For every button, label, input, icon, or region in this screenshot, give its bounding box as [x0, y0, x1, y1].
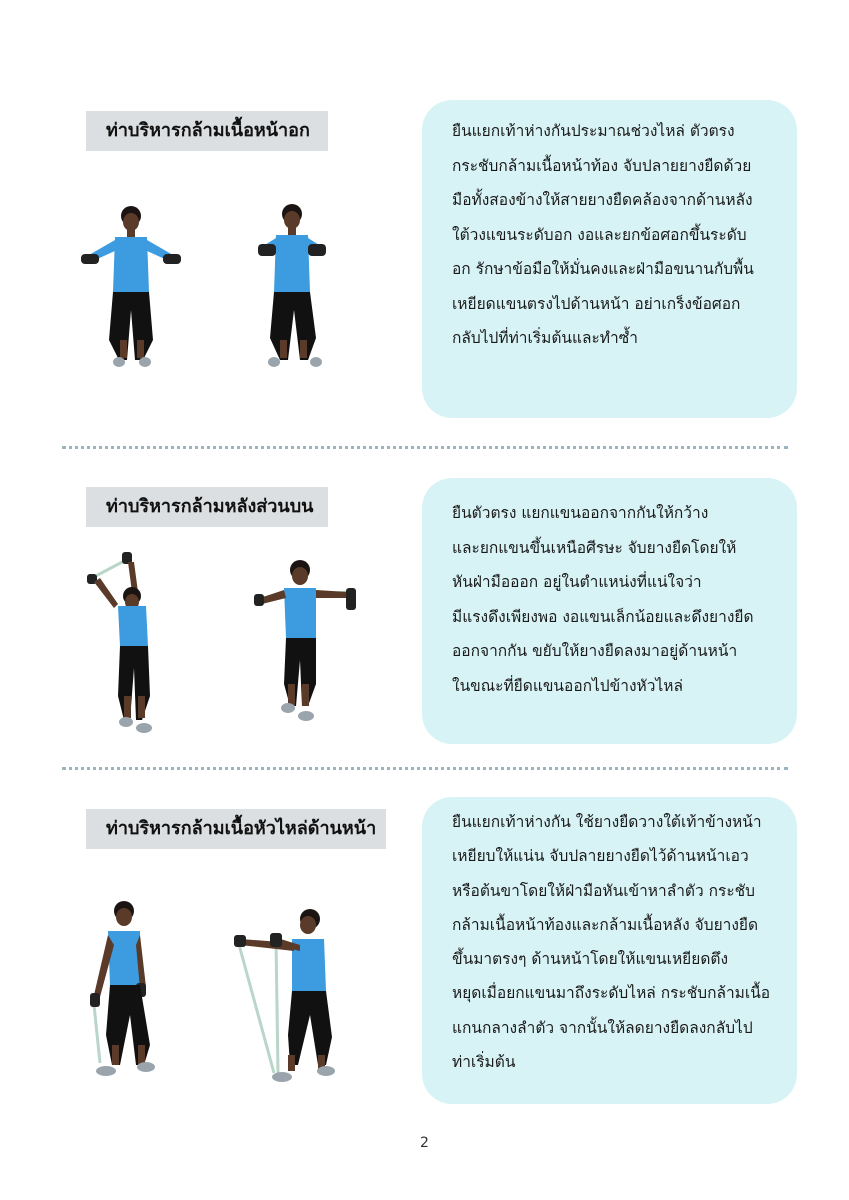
description-line: กลับไปที่ท่าเริ่มต้นและทำซ้ำ: [452, 329, 638, 347]
section-1-title: ท่าบริหารกล้ามเนื้อหน้าอก: [86, 111, 328, 151]
description-line: หรือต้นขาโดยให้ฝ่ามือหันเข้าหาลำตัว กระชับ: [452, 881, 756, 900]
page-number: 2: [420, 1135, 429, 1151]
description-line: มีแรงดึงเพียงพอ งอแขนเล็กน้อยและดึงยางยืด: [452, 607, 754, 626]
section-3-title: ท่าบริหารกล้ามเนื้อหัวไหล่ด้านหน้า: [86, 809, 386, 849]
description-line: ยืนตัวตรง แยกแขนออกจากกันให้กว้าง: [452, 504, 709, 522]
description-line: ท่าเริ่มต้น: [452, 1053, 516, 1072]
section-2-description: [422, 478, 797, 744]
section-3-description: [422, 797, 797, 1104]
exercise-figure-chest-end: [250, 200, 350, 375]
description-line: เหยียดแขนตรงไปด้านหน้า อย่าเกร็งข้อศอก: [452, 294, 741, 313]
description-line: กล้ามเนื้อหน้าท้องและกล้ามเนื้อหลัง จับยางยืด: [452, 915, 759, 934]
description-line: กระชับกล้ามเนื้อหน้าท้อง จับปลายยางยืดด้วย: [452, 156, 752, 175]
exercise-figure-upper-back-start: [82, 548, 172, 738]
description-line: แกนกลางลำตัว จากนั้นให้ลดยางยืดลงกลับไป: [452, 1018, 753, 1037]
description-line: ในขณะที่ยืดแขนออกไปข้างหัวไหล่: [452, 676, 683, 695]
description-line: หันฝ่ามือออก อยู่ในตำแหน่งที่แน่ใจว่า: [452, 573, 702, 591]
section-1-description: [422, 100, 797, 418]
exercise-figure-upper-back-end: [250, 556, 365, 726]
description-line: และยกแขนขึ้นเหนือศีรษะ จับยางยืดโดยให้: [452, 538, 737, 557]
exercise-figure-front-shoulder-end: [230, 905, 345, 1085]
section-2-title: ท่าบริหารกล้ามหลังส่วนบน: [86, 487, 328, 527]
description-line: ยืนแยกเท้าห่างกัน ใช้ยางยืดวางใต้เท้าข้างหน้า: [452, 813, 762, 831]
description-line: เหยียบให้แน่น จับปลายยางยืดไว้ด้านหน้าเอว: [452, 847, 749, 866]
description-line: ขึ้นมาตรงๆ ด้านหน้าโดยให้แขนเหยียดตึง: [452, 950, 729, 969]
description-line: ยืนแยกเท้าห่างกันประมาณช่วงไหล่ ตัวตรง: [452, 122, 735, 140]
description-line: ออกจากกัน ขยับให้ยางยืดลงมาอยู่ด้านหน้า: [452, 642, 738, 660]
exercise-figure-front-shoulder-start: [80, 895, 170, 1085]
section-divider: [62, 767, 788, 770]
exercise-figure-chest-start: [75, 200, 195, 375]
description-line: หยุดเมื่อยกแขนมาถึงระดับไหล่ กระชับกล้ามเนื้อ: [452, 984, 771, 1003]
description-line: มือทั้งสองข้างให้สายยางยืดคล้องจากด้านหลัง: [452, 191, 753, 209]
section-divider: [62, 446, 788, 449]
description-line: ใต้วงแขนระดับอก งอและยกข้อศอกขึ้นระดับ: [452, 225, 747, 244]
description-line: อก รักษาข้อมือให้มั่นคงและฝ่ามือขนานกับพื้น: [452, 260, 754, 278]
